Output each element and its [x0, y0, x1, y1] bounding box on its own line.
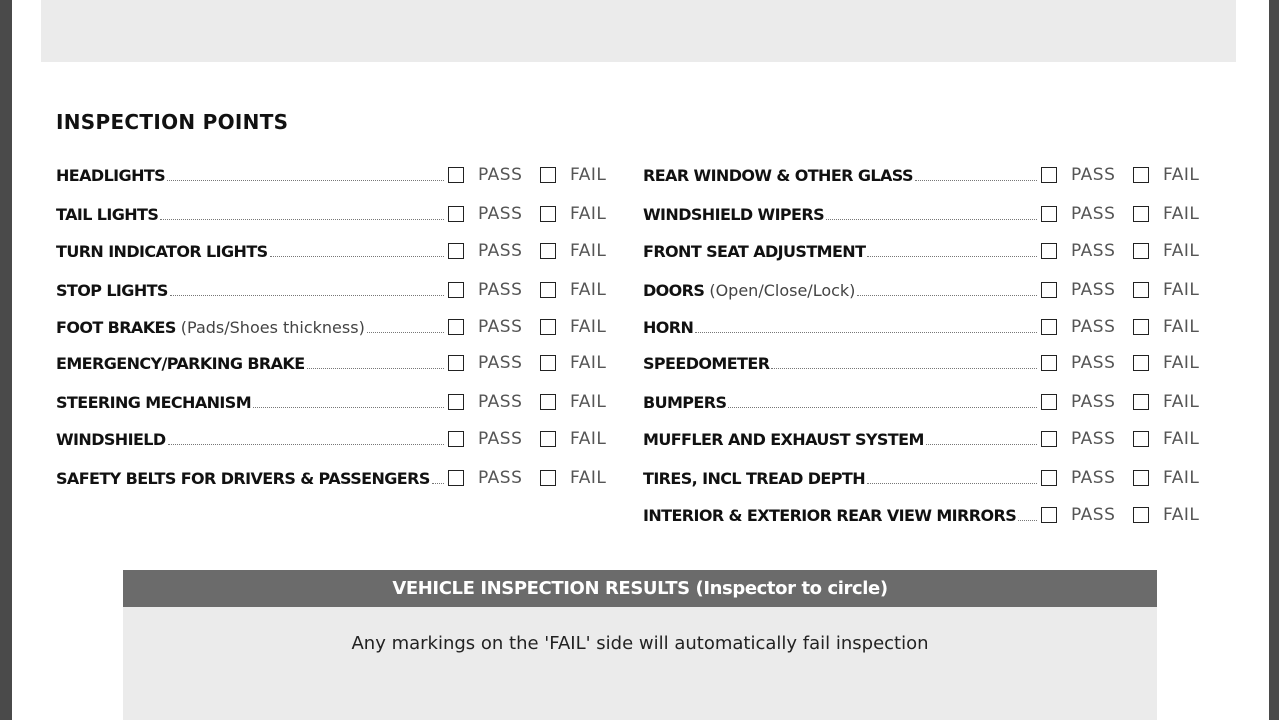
pass-checkbox[interactable] [1041, 431, 1057, 447]
leader-dots [826, 219, 1037, 220]
fail-option[interactable] [1133, 165, 1225, 185]
item-label: HEADLIGHTS [56, 165, 166, 185]
pass-label: PASS [478, 429, 523, 449]
leader-dots [926, 444, 1037, 445]
inspection-row [56, 240, 632, 262]
pass-option[interactable] [448, 204, 540, 224]
inspection-row [643, 203, 1225, 225]
pass-label: PASS [478, 353, 523, 373]
pass-checkbox[interactable] [448, 319, 464, 335]
fail-option[interactable] [540, 353, 632, 373]
pass-label: PASS [1071, 392, 1116, 412]
pass-label: PASS [1071, 165, 1116, 185]
fail-option[interactable] [1133, 353, 1225, 373]
fail-label: FAIL [1163, 204, 1200, 224]
inspection-row [643, 240, 1225, 262]
fail-label: FAIL [1163, 165, 1200, 185]
fail-label: FAIL [570, 317, 607, 337]
leader-dots [867, 256, 1037, 257]
item-label: SAFETY BELTS FOR DRIVERS & PASSENGERS [56, 468, 430, 488]
item-label: STEERING MECHANISM [56, 392, 252, 412]
pass-checkbox[interactable] [448, 470, 464, 486]
pass-checkbox[interactable] [1041, 394, 1057, 410]
fail-checkbox[interactable] [1133, 206, 1149, 222]
fail-checkbox[interactable] [1133, 282, 1149, 298]
fail-checkbox[interactable] [1133, 243, 1149, 259]
page-border-right [1269, 0, 1279, 720]
fail-label: FAIL [570, 165, 607, 185]
fail-option[interactable] [1133, 280, 1225, 300]
item-label: TAIL LIGHTS [56, 204, 159, 224]
inspection-row [56, 428, 632, 450]
item-label: EMERGENCY/PARKING BRAKE [56, 353, 305, 373]
item-label: FRONT SEAT ADJUSTMENT [643, 241, 866, 261]
item-label: MUFFLER AND EXHAUST SYSTEM [643, 429, 924, 449]
pass-checkbox[interactable] [1041, 167, 1057, 183]
leader-dots [857, 295, 1037, 296]
item-label: TIRES, INCL TREAD DEPTH [643, 468, 865, 488]
pass-option[interactable] [448, 353, 540, 373]
fail-option[interactable] [540, 204, 632, 224]
fail-option[interactable] [540, 241, 632, 261]
inspection-row [643, 391, 1225, 413]
results-panel [123, 607, 1157, 720]
leader-dots [432, 483, 444, 484]
fail-label: FAIL [1163, 317, 1200, 337]
inspection-row [56, 467, 632, 489]
inspection-row [56, 164, 632, 186]
pass-option[interactable] [448, 392, 540, 412]
pass-option[interactable] [448, 241, 540, 261]
fail-label: FAIL [570, 429, 607, 449]
leader-dots [160, 219, 444, 220]
inspection-row [643, 504, 1225, 526]
fail-label: FAIL [570, 353, 607, 373]
pass-label: PASS [1071, 280, 1116, 300]
fail-option[interactable] [1133, 505, 1225, 525]
pass-label: PASS [478, 280, 523, 300]
leader-dots [915, 180, 1037, 181]
pass-checkbox[interactable] [1041, 355, 1057, 371]
fail-option[interactable] [1133, 468, 1225, 488]
fail-label: FAIL [570, 204, 607, 224]
pass-option[interactable] [1041, 392, 1133, 412]
pass-checkbox[interactable] [448, 394, 464, 410]
pass-checkbox[interactable] [448, 243, 464, 259]
fail-checkbox[interactable] [540, 394, 556, 410]
item-label: REAR WINDOW & OTHER GLASS [643, 165, 913, 185]
inspection-row [643, 316, 1225, 338]
fail-checkbox[interactable] [540, 243, 556, 259]
leader-dots [367, 332, 444, 333]
pass-checkbox[interactable] [448, 206, 464, 222]
fail-label: FAIL [570, 280, 607, 300]
fail-checkbox[interactable] [540, 431, 556, 447]
fail-label: FAIL [570, 468, 607, 488]
fail-option[interactable] [540, 429, 632, 449]
item-label: SPEEDOMETER [643, 353, 770, 373]
pass-checkbox[interactable] [448, 431, 464, 447]
fail-option[interactable] [1133, 317, 1225, 337]
leader-dots [270, 256, 444, 257]
page-border-left [0, 0, 12, 720]
pass-label: PASS [478, 392, 523, 412]
pass-checkbox[interactable] [448, 355, 464, 371]
fail-checkbox[interactable] [1133, 507, 1149, 523]
fail-checkbox[interactable] [1133, 167, 1149, 183]
pass-label: PASS [478, 241, 523, 261]
pass-label: PASS [1071, 317, 1116, 337]
fail-checkbox[interactable] [1133, 394, 1149, 410]
pass-option[interactable] [448, 280, 540, 300]
leader-dots [771, 368, 1037, 369]
inspection-row [643, 352, 1225, 374]
fail-checkbox[interactable] [540, 282, 556, 298]
pass-label: PASS [1071, 353, 1116, 373]
pass-option[interactable] [1041, 165, 1133, 185]
fail-option[interactable] [1133, 204, 1225, 224]
fail-option[interactable] [1133, 392, 1225, 412]
pass-checkbox[interactable] [1041, 243, 1057, 259]
inspection-row [56, 279, 632, 301]
leader-dots [867, 483, 1037, 484]
item-note: (Open/Close/Lock) [709, 280, 856, 300]
leader-dots [307, 368, 444, 369]
item-label: INTERIOR & EXTERIOR REAR VIEW MIRRORS [643, 505, 1017, 525]
pass-option[interactable] [1041, 429, 1133, 449]
fail-option[interactable] [540, 468, 632, 488]
fail-checkbox[interactable] [1133, 470, 1149, 486]
item-label: HORN [643, 317, 694, 337]
results-note: Any markings on the 'FAIL' side will automatically fail inspection [351, 633, 929, 654]
pass-option[interactable] [1041, 317, 1133, 337]
pass-label: PASS [478, 468, 523, 488]
pass-checkbox[interactable] [1041, 507, 1057, 523]
pass-option[interactable] [1041, 353, 1133, 373]
fail-checkbox[interactable] [1133, 319, 1149, 335]
fail-checkbox[interactable] [540, 319, 556, 335]
inspection-row [643, 467, 1225, 489]
fail-option[interactable] [540, 165, 632, 185]
pass-label: PASS [478, 204, 523, 224]
item-label: BUMPERS [643, 392, 727, 412]
leader-dots [167, 180, 444, 181]
pass-checkbox[interactable] [1041, 319, 1057, 335]
fail-option[interactable] [1133, 241, 1225, 261]
item-label: DOORS [643, 280, 705, 300]
inspection-row [56, 316, 632, 338]
fail-label: FAIL [1163, 429, 1200, 449]
pass-label: PASS [1071, 505, 1116, 525]
leader-dots [168, 444, 444, 445]
inspection-row [643, 164, 1225, 186]
fail-label: FAIL [1163, 353, 1200, 373]
item-note: (Pads/Shoes thickness) [180, 317, 365, 337]
pass-checkbox[interactable] [448, 167, 464, 183]
fail-checkbox[interactable] [540, 355, 556, 371]
leader-dots [1018, 520, 1037, 521]
item-label: WINDSHIELD WIPERS [643, 204, 825, 224]
results-header: VEHICLE INSPECTION RESULTS (Inspector to circle) [123, 570, 1157, 607]
leader-dots [695, 332, 1037, 333]
vehicle-info-box [41, 0, 1236, 62]
leader-dots [728, 407, 1037, 408]
pass-option[interactable] [1041, 505, 1133, 525]
pass-checkbox[interactable] [1041, 282, 1057, 298]
section-title: INSPECTION POINTS [56, 110, 289, 134]
pass-label: PASS [478, 317, 523, 337]
pass-option[interactable] [448, 165, 540, 185]
fail-checkbox[interactable] [540, 167, 556, 183]
pass-label: PASS [1071, 468, 1116, 488]
fail-checkbox[interactable] [1133, 431, 1149, 447]
inspection-row [643, 428, 1225, 450]
item-label: FOOT BRAKES [56, 317, 176, 337]
pass-option[interactable] [448, 468, 540, 488]
fail-option[interactable] [540, 280, 632, 300]
pass-label: PASS [1071, 204, 1116, 224]
pass-label: PASS [1071, 241, 1116, 261]
pass-checkbox[interactable] [1041, 470, 1057, 486]
item-label: STOP LIGHTS [56, 280, 168, 300]
item-label: TURN INDICATOR LIGHTS [56, 241, 268, 261]
pass-label: PASS [1071, 429, 1116, 449]
pass-checkbox[interactable] [448, 282, 464, 298]
inspection-row [643, 279, 1225, 301]
fail-label: FAIL [570, 241, 607, 261]
fail-checkbox[interactable] [540, 470, 556, 486]
pass-option[interactable] [1041, 204, 1133, 224]
item-label: WINDSHIELD [56, 429, 166, 449]
fail-label: FAIL [1163, 241, 1200, 261]
fail-option[interactable] [540, 317, 632, 337]
leader-dots [253, 407, 444, 408]
pass-checkbox[interactable] [1041, 206, 1057, 222]
fail-checkbox[interactable] [540, 206, 556, 222]
inspection-row [56, 203, 632, 225]
fail-option[interactable] [540, 392, 632, 412]
fail-label: FAIL [1163, 505, 1200, 525]
inspection-row [56, 352, 632, 374]
leader-dots [170, 295, 444, 296]
pass-option[interactable] [448, 429, 540, 449]
pass-option[interactable] [1041, 241, 1133, 261]
fail-label: FAIL [1163, 392, 1200, 412]
pass-option[interactable] [1041, 280, 1133, 300]
pass-label: PASS [478, 165, 523, 185]
fail-label: FAIL [1163, 468, 1200, 488]
fail-option[interactable] [1133, 429, 1225, 449]
fail-checkbox[interactable] [1133, 355, 1149, 371]
fail-label: FAIL [1163, 280, 1200, 300]
inspection-row [56, 391, 632, 413]
pass-option[interactable] [1041, 468, 1133, 488]
fail-label: FAIL [570, 392, 607, 412]
pass-option[interactable] [448, 317, 540, 337]
